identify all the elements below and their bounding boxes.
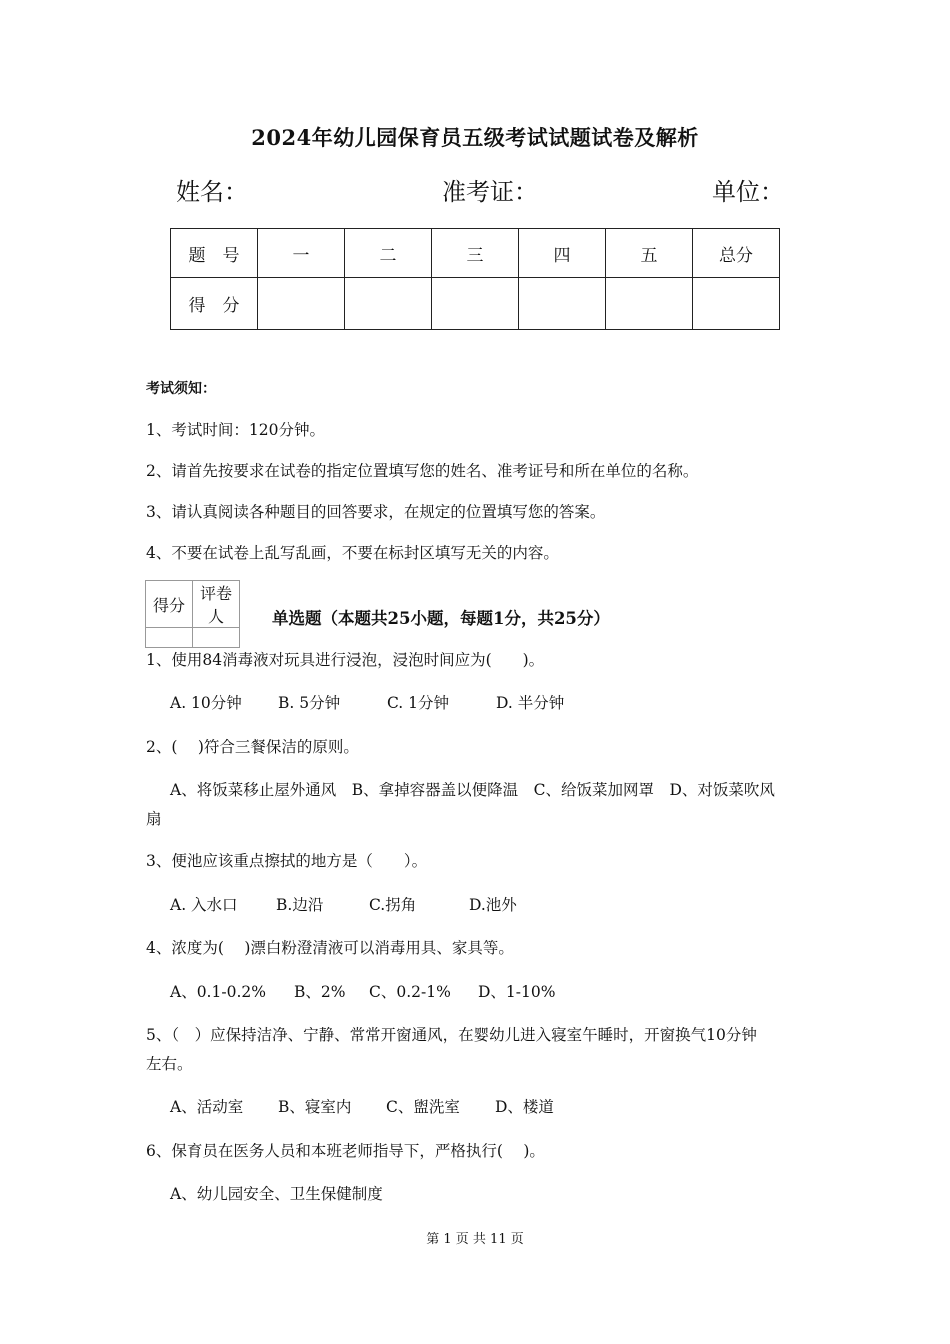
score-cell[interactable] <box>519 278 606 330</box>
score-cell[interactable] <box>345 278 432 330</box>
question-options <box>170 1095 554 1117</box>
option-d: D. 半分钟 <box>496 694 565 712</box>
question-options-continued: 扇 <box>146 810 162 828</box>
score-table <box>170 228 780 330</box>
question-text: 1、使用84消毒液对玩具进行浸泡，浸泡时间应为( )。 <box>146 651 545 669</box>
option-b: B、寝室内 <box>278 1098 352 1116</box>
question-options <box>170 893 517 915</box>
grader-box <box>145 580 240 648</box>
name-field-label: 姓名： <box>176 178 248 206</box>
page-footer: 第 1 页 共 11 页 <box>426 1232 524 1247</box>
notice-item: 4、不要在试卷上乱写乱画，不要在标封区填写无关的内容。 <box>146 544 559 562</box>
option-d: D、1-10% <box>478 983 556 1001</box>
question-options <box>170 980 555 1002</box>
score-cell[interactable] <box>606 278 693 330</box>
notice-item: 2、请首先按要求在试卷的指定位置填写您的姓名、准考证号和所在单位的名称。 <box>146 462 699 480</box>
option-b: B.边沿 <box>276 896 324 914</box>
score-table-header: 一 <box>258 229 345 278</box>
notice-item: 3、请认真阅读各种题目的回答要求，在规定的位置填写您的答案。 <box>146 503 606 521</box>
question-options: A、将饭菜移止屋外通风 B、拿掉容器盖以便降温 C、给饭菜加网罩 D、对饭菜吹风 <box>170 781 775 799</box>
option-b: B. 5分钟 <box>278 694 341 712</box>
score-table-header: 总分 <box>693 229 780 278</box>
section-title: 单选题（本题共25小题，每题1分，共25分） <box>272 609 610 628</box>
unit-field-label: 单位： <box>712 178 784 206</box>
score-table-header: 四 <box>519 229 606 278</box>
notice-item: 1、考试时间：120分钟。 <box>146 421 325 439</box>
grader-score-label: 得分 <box>146 581 193 628</box>
notice-heading: 考试须知： <box>146 381 216 397</box>
score-cell[interactable] <box>258 278 345 330</box>
question-options <box>170 691 564 713</box>
option-a: A、活动室 <box>170 1098 244 1116</box>
page-title: 2024年幼儿园保育员五级考试试题试卷及解析 <box>251 125 699 150</box>
exam-number-field-label: 准考证： <box>442 178 538 206</box>
option-d: D.池外 <box>469 896 517 914</box>
option-a: A. 入水口 <box>170 896 238 914</box>
score-table-header: 三 <box>432 229 519 278</box>
score-table-header: 二 <box>345 229 432 278</box>
grader-score-cell[interactable] <box>146 628 193 648</box>
option-c: C、0.2-1% <box>369 983 451 1001</box>
grader-name-label: 评卷人 <box>193 581 240 628</box>
question-text: 4、浓度为( )漂白粉澄清液可以消毒用具、家具等。 <box>146 939 514 957</box>
score-table-score-row <box>171 278 780 330</box>
score-table-header: 五 <box>606 229 693 278</box>
grader-name-cell[interactable] <box>193 628 240 648</box>
option-a: A. 10分钟 <box>170 694 242 712</box>
option-c: C. 1分钟 <box>387 694 450 712</box>
question-text-continued: 左右。 <box>146 1055 193 1073</box>
score-cell[interactable] <box>432 278 519 330</box>
option-a: A、0.1-0.2% <box>170 983 266 1001</box>
question-text: 2、( )符合三餐保洁的原则。 <box>146 738 359 756</box>
question-text: 5、（ ）应保持洁净、宁静、常常开窗通风，在婴幼儿进入寝室午睡时，开窗换气10分钟 <box>146 1026 757 1044</box>
question-text: 3、便池应该重点擦拭的地方是（ ）。 <box>146 852 428 870</box>
score-table-header: 题 号 <box>171 229 258 278</box>
score-row-label: 得 分 <box>171 278 258 330</box>
option-b: B、2% <box>294 983 346 1001</box>
option-c: C.拐角 <box>369 896 417 914</box>
option-c: C、盥洗室 <box>386 1098 460 1116</box>
option-d: D、楼道 <box>495 1098 554 1116</box>
option-a: A、幼儿园安全、卫生保健制度 <box>170 1185 383 1203</box>
question-text: 6、保育员在医务人员和本班老师指导下，严格执行( )。 <box>146 1142 545 1160</box>
score-table-header-row <box>171 229 780 278</box>
score-cell[interactable] <box>693 278 780 330</box>
